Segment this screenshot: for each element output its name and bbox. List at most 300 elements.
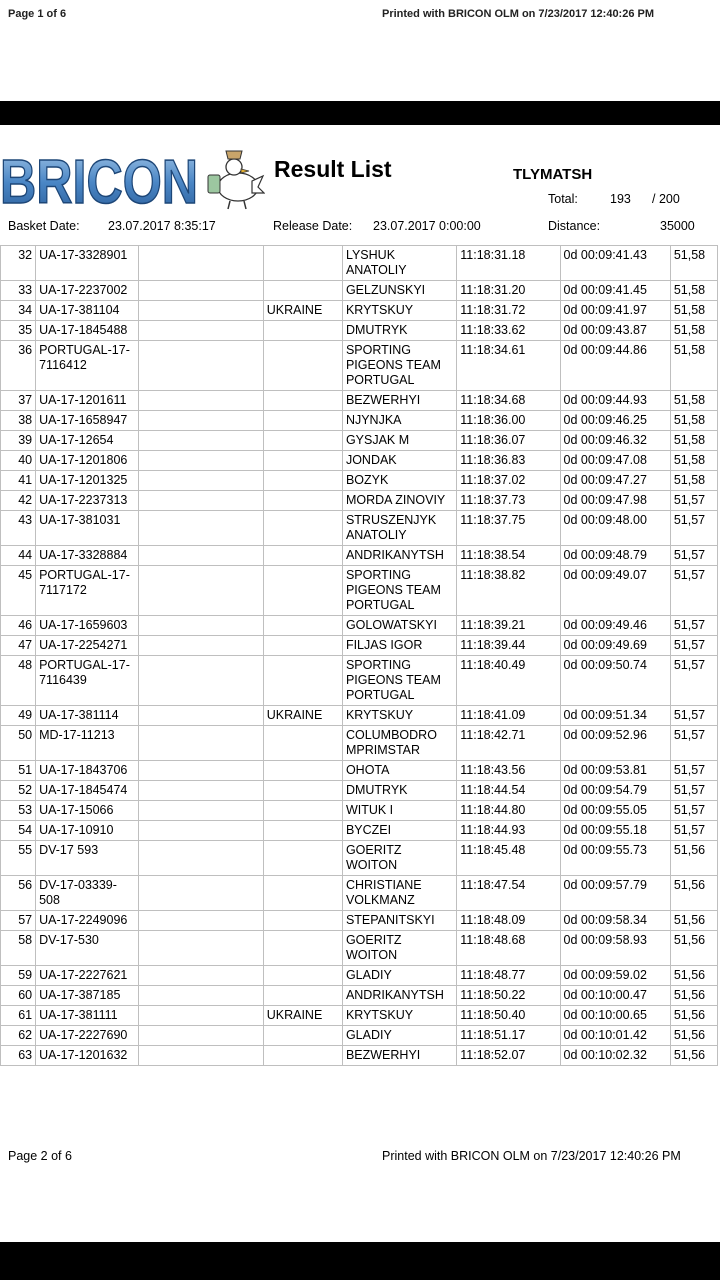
ring-number: DV-17 593 bbox=[36, 841, 139, 876]
blank-cell bbox=[139, 566, 263, 616]
flight-duration: 0d 00:09:47.27 bbox=[560, 471, 670, 491]
fancier-name: STRUSZENJYK ANATOLIY bbox=[342, 511, 456, 546]
fancier-name: KRYTSKUY bbox=[342, 301, 456, 321]
blank-cell bbox=[139, 966, 263, 986]
flight-duration: 0d 00:09:58.34 bbox=[560, 911, 670, 931]
distance-value: 35000 bbox=[660, 219, 695, 233]
blank-cell bbox=[139, 1046, 263, 1066]
fancier-name: KRYTSKUY bbox=[342, 706, 456, 726]
speed: 51,58 bbox=[670, 431, 717, 451]
speed: 51,57 bbox=[670, 546, 717, 566]
row-number: 56 bbox=[1, 876, 36, 911]
flight-duration: 0d 00:10:00.65 bbox=[560, 1006, 670, 1026]
blank-cell bbox=[139, 511, 263, 546]
country bbox=[263, 821, 342, 841]
table-row bbox=[1, 761, 718, 781]
country bbox=[263, 841, 342, 876]
arrival-time: 11:18:39.44 bbox=[457, 636, 560, 656]
ring-number: UA-17-2227621 bbox=[36, 966, 139, 986]
blank-cell bbox=[139, 931, 263, 966]
speed: 51,58 bbox=[670, 471, 717, 491]
country bbox=[263, 931, 342, 966]
previous-page-printed-note: Printed with BRICON OLM on 7/23/2017 12:40:26 PM bbox=[382, 8, 655, 20]
ring-number: UA-17-381114 bbox=[36, 706, 139, 726]
blank-cell bbox=[139, 616, 263, 636]
country bbox=[263, 966, 342, 986]
fancier-name: LYSHUK ANATOLIY bbox=[342, 246, 456, 281]
speed: 51,57 bbox=[670, 801, 717, 821]
blank-cell bbox=[139, 301, 263, 321]
blank-cell bbox=[139, 986, 263, 1006]
race-name: TLYMATSH bbox=[513, 166, 593, 183]
speed: 51,56 bbox=[670, 841, 717, 876]
arrival-time: 11:18:44.54 bbox=[457, 781, 560, 801]
table-row bbox=[1, 391, 718, 411]
pigeon-mascot-icon bbox=[208, 151, 264, 209]
fancier-name: KRYTSKUY bbox=[342, 1006, 456, 1026]
fancier-name: MORDA ZINOVIY bbox=[342, 491, 456, 511]
arrival-time: 11:18:37.02 bbox=[457, 471, 560, 491]
country bbox=[263, 451, 342, 471]
fancier-name: ANDRIKANYTSH bbox=[342, 986, 456, 1006]
row-number: 47 bbox=[1, 636, 36, 656]
fancier-name: BYCZEI bbox=[342, 821, 456, 841]
country bbox=[263, 246, 342, 281]
table-row bbox=[1, 451, 718, 471]
basket-date-value: 23.07.2017 8:35:17 bbox=[108, 219, 216, 233]
ring-number: UA-17-10910 bbox=[36, 821, 139, 841]
blank-cell bbox=[139, 451, 263, 471]
row-number: 58 bbox=[1, 931, 36, 966]
fancier-name: GLADIY bbox=[342, 966, 456, 986]
table-row bbox=[1, 636, 718, 656]
arrival-time: 11:18:50.22 bbox=[457, 986, 560, 1006]
table-row bbox=[1, 431, 718, 451]
blank-cell bbox=[139, 656, 263, 706]
blank-cell bbox=[139, 726, 263, 761]
table-row bbox=[1, 821, 718, 841]
arrival-time: 11:18:40.49 bbox=[457, 656, 560, 706]
row-number: 36 bbox=[1, 341, 36, 391]
arrival-time: 11:18:33.62 bbox=[457, 321, 560, 341]
table-row bbox=[1, 841, 718, 876]
ring-number: UA-17-2254271 bbox=[36, 636, 139, 656]
fancier-name: SPORTING PIGEONS TEAM PORTUGAL bbox=[342, 341, 456, 391]
row-number: 34 bbox=[1, 301, 36, 321]
fancier-name: GOERITZ WOITON bbox=[342, 841, 456, 876]
country bbox=[263, 391, 342, 411]
table-row bbox=[1, 471, 718, 491]
country bbox=[263, 511, 342, 546]
row-number: 62 bbox=[1, 1026, 36, 1046]
printed-note: Printed with BRICON OLM on 7/23/2017 12:40:26 PM bbox=[382, 1149, 681, 1163]
blank-cell bbox=[139, 876, 263, 911]
blank-cell bbox=[139, 391, 263, 411]
ring-number: MD-17-11213 bbox=[36, 726, 139, 761]
arrival-time: 11:18:38.54 bbox=[457, 546, 560, 566]
arrival-time: 11:18:36.83 bbox=[457, 451, 560, 471]
ring-number: UA-17-3328884 bbox=[36, 546, 139, 566]
page-break-bar bbox=[0, 101, 720, 125]
release-date-value: 23.07.2017 0:00:00 bbox=[373, 219, 481, 233]
country bbox=[263, 1026, 342, 1046]
fancier-name: DMUTRYK bbox=[342, 781, 456, 801]
arrival-time: 11:18:44.93 bbox=[457, 821, 560, 841]
page-title: Result List bbox=[274, 156, 392, 182]
fancier-name: STEPANITSKYI bbox=[342, 911, 456, 931]
table-row bbox=[1, 726, 718, 761]
table-row bbox=[1, 341, 718, 391]
country: UKRAINE bbox=[263, 1006, 342, 1026]
fancier-name: SPORTING PIGEONS TEAM PORTUGAL bbox=[342, 656, 456, 706]
blank-cell bbox=[139, 491, 263, 511]
speed: 51,58 bbox=[670, 341, 717, 391]
table-row bbox=[1, 491, 718, 511]
arrival-time: 11:18:34.61 bbox=[457, 341, 560, 391]
arrival-time: 11:18:48.09 bbox=[457, 911, 560, 931]
arrival-time: 11:18:31.18 bbox=[457, 246, 560, 281]
row-number: 48 bbox=[1, 656, 36, 706]
speed: 51,58 bbox=[670, 321, 717, 341]
fancier-name: JONDAK bbox=[342, 451, 456, 471]
fancier-name: BOZYK bbox=[342, 471, 456, 491]
arrival-time: 11:18:37.73 bbox=[457, 491, 560, 511]
flight-duration: 0d 00:09:49.69 bbox=[560, 636, 670, 656]
fancier-name: GLADIY bbox=[342, 1026, 456, 1046]
fancier-name: GELZUNSKYI bbox=[342, 281, 456, 301]
ring-number: UA-17-1845474 bbox=[36, 781, 139, 801]
speed: 51,58 bbox=[670, 301, 717, 321]
total-value: 193 bbox=[610, 192, 631, 206]
speed: 51,57 bbox=[670, 636, 717, 656]
flight-duration: 0d 00:09:47.08 bbox=[560, 451, 670, 471]
fancier-name: CHRISTIANE VOLKMANZ bbox=[342, 876, 456, 911]
total-max: / 200 bbox=[652, 192, 680, 206]
flight-duration: 0d 00:09:48.79 bbox=[560, 546, 670, 566]
fancier-name: GOLOWATSKYI bbox=[342, 616, 456, 636]
table-row bbox=[1, 656, 718, 706]
row-number: 57 bbox=[1, 911, 36, 931]
flight-duration: 0d 00:09:55.73 bbox=[560, 841, 670, 876]
total-label: Total: bbox=[548, 192, 578, 206]
table-row bbox=[1, 911, 718, 931]
flight-duration: 0d 00:09:46.25 bbox=[560, 411, 670, 431]
country bbox=[263, 636, 342, 656]
speed: 51,58 bbox=[670, 391, 717, 411]
ring-number: UA-17-381111 bbox=[36, 1006, 139, 1026]
arrival-time: 11:18:47.54 bbox=[457, 876, 560, 911]
ring-number: UA-17-2227690 bbox=[36, 1026, 139, 1046]
ring-number: UA-17-1659603 bbox=[36, 616, 139, 636]
flight-duration: 0d 00:10:00.47 bbox=[560, 986, 670, 1006]
row-number: 44 bbox=[1, 546, 36, 566]
ring-number: UA-17-1201632 bbox=[36, 1046, 139, 1066]
row-number: 46 bbox=[1, 616, 36, 636]
blank-cell bbox=[139, 411, 263, 431]
row-number: 51 bbox=[1, 761, 36, 781]
row-number: 59 bbox=[1, 966, 36, 986]
ring-number: UA-17-1658947 bbox=[36, 411, 139, 431]
row-number: 61 bbox=[1, 1006, 36, 1026]
arrival-time: 11:18:51.17 bbox=[457, 1026, 560, 1046]
speed: 51,57 bbox=[670, 511, 717, 546]
ring-number: UA-17-387185 bbox=[36, 986, 139, 1006]
table-row bbox=[1, 616, 718, 636]
table-row bbox=[1, 281, 718, 301]
arrival-time: 11:18:38.82 bbox=[457, 566, 560, 616]
country bbox=[263, 341, 342, 391]
ring-number: UA-17-2237002 bbox=[36, 281, 139, 301]
speed: 51,57 bbox=[670, 821, 717, 841]
speed: 51,57 bbox=[670, 706, 717, 726]
table-row bbox=[1, 1026, 718, 1046]
arrival-time: 11:18:31.72 bbox=[457, 301, 560, 321]
row-number: 35 bbox=[1, 321, 36, 341]
fancier-name: COLUMBODRO MPRIMSTAR bbox=[342, 726, 456, 761]
country bbox=[263, 566, 342, 616]
speed: 51,57 bbox=[670, 781, 717, 801]
country bbox=[263, 726, 342, 761]
basket-date-label: Basket Date: bbox=[8, 219, 80, 233]
blank-cell bbox=[139, 821, 263, 841]
country bbox=[263, 761, 342, 781]
flight-duration: 0d 00:09:41.45 bbox=[560, 281, 670, 301]
arrival-time: 11:18:52.07 bbox=[457, 1046, 560, 1066]
fancier-name: NJYNJKA bbox=[342, 411, 456, 431]
blank-cell bbox=[139, 706, 263, 726]
row-number: 40 bbox=[1, 451, 36, 471]
flight-duration: 0d 00:09:46.32 bbox=[560, 431, 670, 451]
row-number: 55 bbox=[1, 841, 36, 876]
blank-cell bbox=[139, 636, 263, 656]
arrival-time: 11:18:37.75 bbox=[457, 511, 560, 546]
country bbox=[263, 411, 342, 431]
row-number: 45 bbox=[1, 566, 36, 616]
row-number: 43 bbox=[1, 511, 36, 546]
country: UKRAINE bbox=[263, 301, 342, 321]
speed: 51,56 bbox=[670, 966, 717, 986]
table-row bbox=[1, 511, 718, 546]
speed: 51,58 bbox=[670, 411, 717, 431]
table-row bbox=[1, 566, 718, 616]
blank-cell bbox=[139, 246, 263, 281]
row-number: 54 bbox=[1, 821, 36, 841]
table-row bbox=[1, 706, 718, 726]
blank-cell bbox=[139, 801, 263, 821]
blank-cell bbox=[139, 281, 263, 301]
table-row bbox=[1, 246, 718, 281]
country bbox=[263, 431, 342, 451]
table-row bbox=[1, 321, 718, 341]
flight-duration: 0d 00:09:49.07 bbox=[560, 566, 670, 616]
row-number: 37 bbox=[1, 391, 36, 411]
arrival-time: 11:18:48.68 bbox=[457, 931, 560, 966]
table-row bbox=[1, 546, 718, 566]
flight-duration: 0d 00:09:41.43 bbox=[560, 246, 670, 281]
ring-number: UA-17-1843706 bbox=[36, 761, 139, 781]
flight-duration: 0d 00:09:52.96 bbox=[560, 726, 670, 761]
page-number: Page 2 of 6 bbox=[8, 1149, 72, 1163]
ring-number: DV-17-03339-508 bbox=[36, 876, 139, 911]
arrival-time: 11:18:39.21 bbox=[457, 616, 560, 636]
blank-cell bbox=[139, 1026, 263, 1046]
release-date-label: Release Date: bbox=[273, 219, 353, 233]
arrival-time: 11:18:43.56 bbox=[457, 761, 560, 781]
flight-duration: 0d 00:09:44.86 bbox=[560, 341, 670, 391]
arrival-time: 11:18:44.80 bbox=[457, 801, 560, 821]
country: UKRAINE bbox=[263, 706, 342, 726]
blank-cell bbox=[139, 841, 263, 876]
blank-cell bbox=[139, 911, 263, 931]
flight-duration: 0d 00:09:55.05 bbox=[560, 801, 670, 821]
row-number: 50 bbox=[1, 726, 36, 761]
flight-duration: 0d 00:09:50.74 bbox=[560, 656, 670, 706]
blank-cell bbox=[139, 341, 263, 391]
ring-number: UA-17-381031 bbox=[36, 511, 139, 546]
logo-text: BRICON bbox=[0, 148, 198, 211]
ring-number: UA-17-381104 bbox=[36, 301, 139, 321]
blank-cell bbox=[139, 781, 263, 801]
distance-label: Distance: bbox=[548, 219, 601, 233]
row-number: 53 bbox=[1, 801, 36, 821]
speed: 51,57 bbox=[670, 761, 717, 781]
flight-duration: 0d 00:09:47.98 bbox=[560, 491, 670, 511]
country bbox=[263, 491, 342, 511]
speed: 51,56 bbox=[670, 931, 717, 966]
country bbox=[263, 911, 342, 931]
row-number: 42 bbox=[1, 491, 36, 511]
row-number: 60 bbox=[1, 986, 36, 1006]
speed: 51,57 bbox=[670, 726, 717, 761]
blank-cell bbox=[139, 431, 263, 451]
previous-page-number: Page 1 of 6 bbox=[8, 8, 67, 20]
speed: 51,56 bbox=[670, 1006, 717, 1026]
row-number: 39 bbox=[1, 431, 36, 451]
fancier-name: OHOTA bbox=[342, 761, 456, 781]
bricon-logo bbox=[0, 143, 265, 211]
flight-duration: 0d 00:09:49.46 bbox=[560, 616, 670, 636]
ring-number: PORTUGAL-17-7116412 bbox=[36, 341, 139, 391]
flight-duration: 0d 00:09:48.00 bbox=[560, 511, 670, 546]
arrival-time: 11:18:36.07 bbox=[457, 431, 560, 451]
arrival-time: 11:18:41.09 bbox=[457, 706, 560, 726]
arrival-time: 11:18:31.20 bbox=[457, 281, 560, 301]
speed: 51,57 bbox=[670, 491, 717, 511]
table-row bbox=[1, 301, 718, 321]
row-number: 52 bbox=[1, 781, 36, 801]
ring-number: UA-17-2237313 bbox=[36, 491, 139, 511]
fancier-name: SPORTING PIGEONS TEAM PORTUGAL bbox=[342, 566, 456, 616]
flight-duration: 0d 00:09:54.79 bbox=[560, 781, 670, 801]
blank-cell bbox=[139, 546, 263, 566]
flight-duration: 0d 00:09:55.18 bbox=[560, 821, 670, 841]
speed: 51,56 bbox=[670, 986, 717, 1006]
row-number: 49 bbox=[1, 706, 36, 726]
arrival-time: 11:18:34.68 bbox=[457, 391, 560, 411]
flight-duration: 0d 00:09:43.87 bbox=[560, 321, 670, 341]
ring-number: UA-17-12654 bbox=[36, 431, 139, 451]
flight-duration: 0d 00:09:51.34 bbox=[560, 706, 670, 726]
table-row bbox=[1, 781, 718, 801]
table-row bbox=[1, 1046, 718, 1066]
ring-number: UA-17-3328901 bbox=[36, 246, 139, 281]
country bbox=[263, 1046, 342, 1066]
country bbox=[263, 616, 342, 636]
table-row bbox=[1, 966, 718, 986]
ring-number: UA-17-1201325 bbox=[36, 471, 139, 491]
blank-cell bbox=[139, 321, 263, 341]
fancier-name: BEZWERHYI bbox=[342, 391, 456, 411]
country bbox=[263, 656, 342, 706]
flight-duration: 0d 00:10:02.32 bbox=[560, 1046, 670, 1066]
flight-duration: 0d 00:09:57.79 bbox=[560, 876, 670, 911]
speed: 51,57 bbox=[670, 616, 717, 636]
country bbox=[263, 986, 342, 1006]
fancier-name: BEZWERHYI bbox=[342, 1046, 456, 1066]
table-row bbox=[1, 1006, 718, 1026]
country bbox=[263, 801, 342, 821]
speed: 51,58 bbox=[670, 451, 717, 471]
speed: 51,56 bbox=[670, 1026, 717, 1046]
speed: 51,56 bbox=[670, 1046, 717, 1066]
country bbox=[263, 781, 342, 801]
row-number: 33 bbox=[1, 281, 36, 301]
flight-duration: 0d 00:09:59.02 bbox=[560, 966, 670, 986]
row-number: 41 bbox=[1, 471, 36, 491]
ring-number: PORTUGAL-17-7116439 bbox=[36, 656, 139, 706]
speed: 51,56 bbox=[670, 876, 717, 911]
blank-cell bbox=[139, 1006, 263, 1026]
speed: 51,58 bbox=[670, 246, 717, 281]
country bbox=[263, 546, 342, 566]
flight-duration: 0d 00:10:01.42 bbox=[560, 1026, 670, 1046]
fancier-name: FILJAS IGOR bbox=[342, 636, 456, 656]
ring-number: PORTUGAL-17-7117172 bbox=[36, 566, 139, 616]
ring-number: DV-17-530 bbox=[36, 931, 139, 966]
ring-number: UA-17-2249096 bbox=[36, 911, 139, 931]
table-row bbox=[1, 801, 718, 821]
arrival-time: 11:18:36.00 bbox=[457, 411, 560, 431]
table-row bbox=[1, 931, 718, 966]
fancier-name: WITUK I bbox=[342, 801, 456, 821]
country bbox=[263, 876, 342, 911]
ring-number: UA-17-1201806 bbox=[36, 451, 139, 471]
speed: 51,56 bbox=[670, 911, 717, 931]
results-table bbox=[0, 245, 718, 1066]
row-number: 38 bbox=[1, 411, 36, 431]
flight-duration: 0d 00:09:41.97 bbox=[560, 301, 670, 321]
country bbox=[263, 471, 342, 491]
row-number: 32 bbox=[1, 246, 36, 281]
blank-cell bbox=[139, 471, 263, 491]
ring-number: UA-17-15066 bbox=[36, 801, 139, 821]
flight-duration: 0d 00:09:58.93 bbox=[560, 931, 670, 966]
flight-duration: 0d 00:09:44.93 bbox=[560, 391, 670, 411]
speed: 51,57 bbox=[670, 566, 717, 616]
ring-number: UA-17-1201611 bbox=[36, 391, 139, 411]
arrival-time: 11:18:45.48 bbox=[457, 841, 560, 876]
speed: 51,57 bbox=[670, 656, 717, 706]
table-row bbox=[1, 411, 718, 431]
arrival-time: 11:18:48.77 bbox=[457, 966, 560, 986]
table-row bbox=[1, 986, 718, 1006]
fancier-name: ANDRIKANYTSH bbox=[342, 546, 456, 566]
fancier-name: DMUTRYK bbox=[342, 321, 456, 341]
blank-cell bbox=[139, 761, 263, 781]
table-row bbox=[1, 876, 718, 911]
bottom-black-bar bbox=[0, 1242, 720, 1280]
fancier-name: GOERITZ WOITON bbox=[342, 931, 456, 966]
